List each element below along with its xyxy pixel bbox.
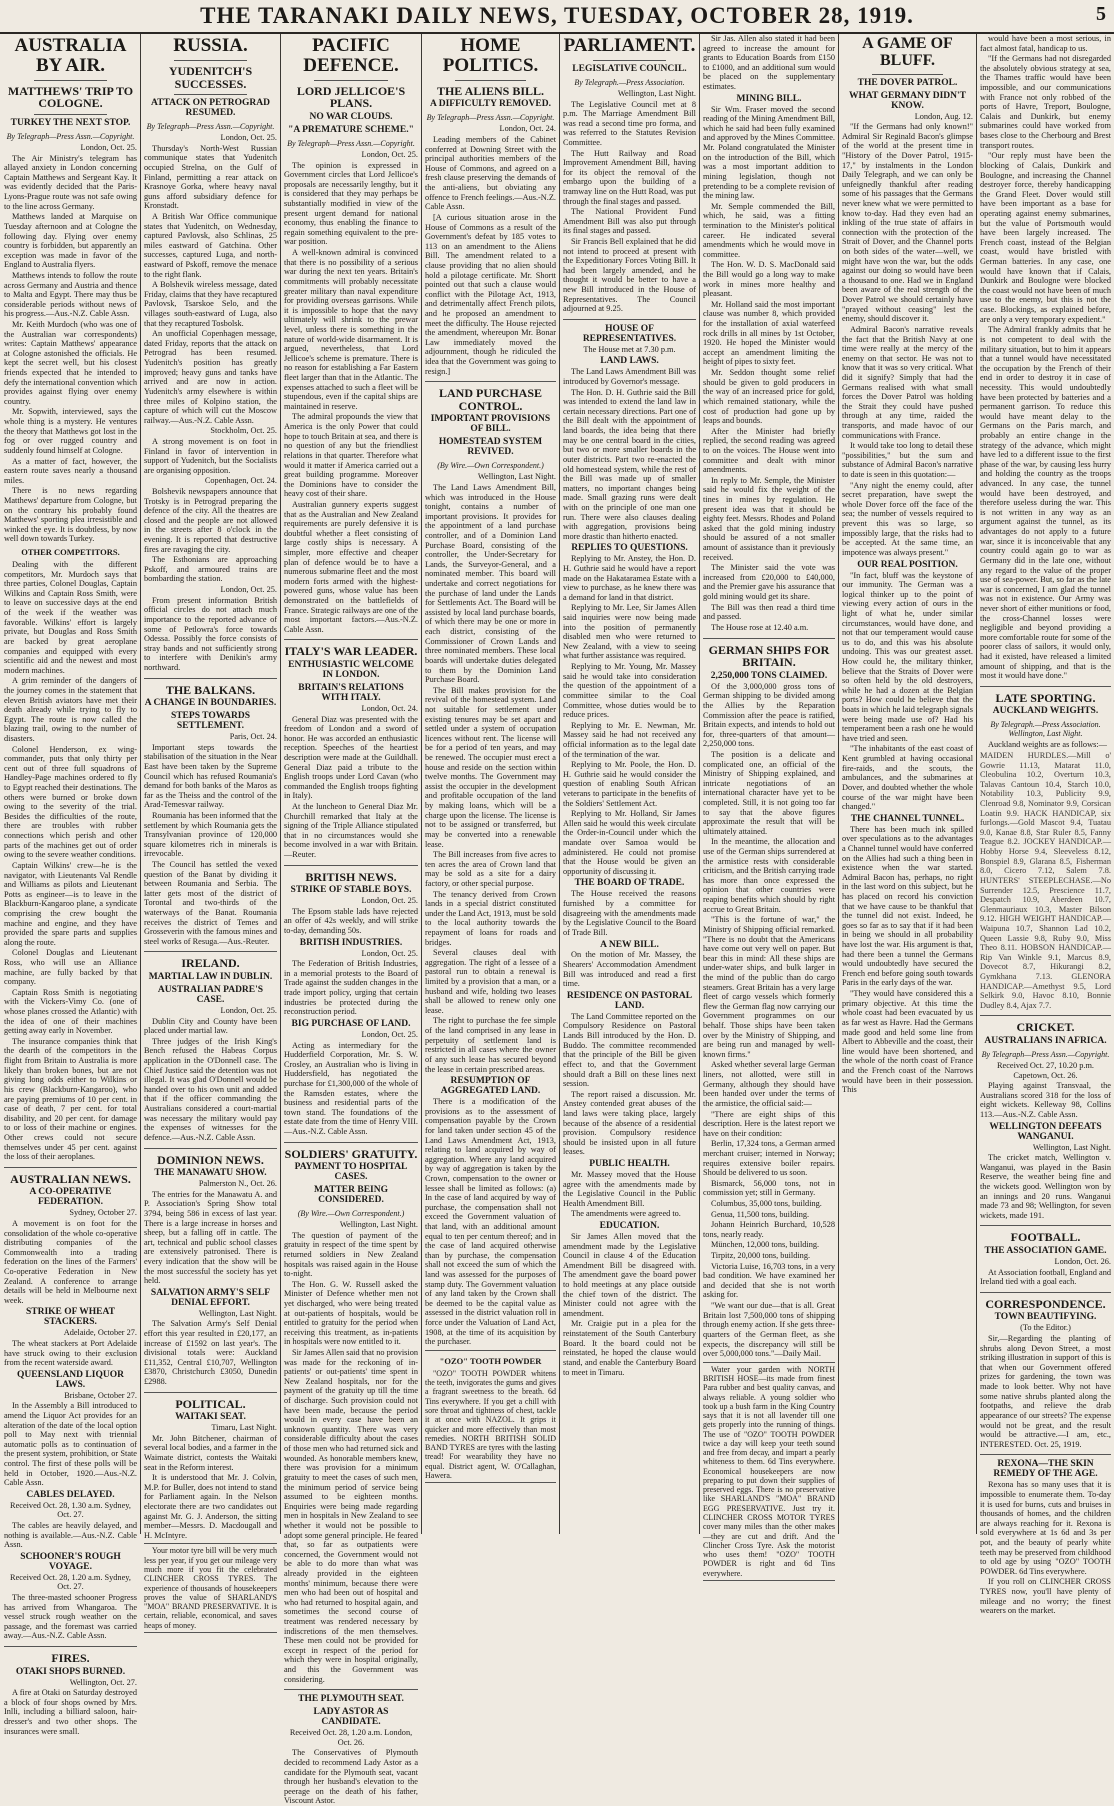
article-paragraph: Bismarck, 56,000 tons, not in commission yet; still in Germany.: [703, 1178, 835, 1198]
article-paragraph: On the motion of Mr. Massey, the Shearers' Accommodation Amendment Bill was introduced and read a first time.: [563, 950, 696, 989]
divider: [425, 381, 556, 382]
article-paragraph: The Air Ministry's telegram has allayed anxiety in London concerning Captain Matthews and Sergeant Kay. It was evidently decided that the Paris-Lyons-Prague route was not safe owing to the line across Germany.: [4, 153, 137, 211]
article-paragraph: In the Assembly a Bill introduced to amend the Liquor Act provides for an alteration of the date of the local option poll to May next with triennial automatic polls as to continuation of the present system, prohibition, or State control. The first of these polls will be held in October, 1920.—Aus.-N.Z. Cable Assn.: [4, 1401, 137, 1488]
dateline: Wellington, Oct. 27.: [69, 1677, 137, 1687]
dateline: London, Oct. 25.: [220, 133, 277, 143]
subheadline: CABLES DELAYED.: [26, 1489, 115, 1500]
dateline: London, Oct. 25.: [220, 585, 277, 595]
article-paragraph: The admiral propounds the view that America is the only Power that could hope to touch Britain at sea, and there is no question of any but the friendliest relations in that quarter. Therefore what would it matter if America carried out a great building programme. Moreover the Dominions have to consider the heavy cost of their share.: [284, 412, 418, 499]
masthead: [0, 0, 1114, 34]
dateline: Wellington, Last Night.: [198, 1308, 277, 1318]
byline: By Telegraph—Press Assn.—Copyright.: [426, 113, 555, 123]
article-paragraph: The position is a delicate and complicated one, an official of the Ministry of Shipping explained, and intricate negotiations of an international character have yet to be completed. Still, it is not going too far to say that the above figures approximate the result that will be ultimately attained.: [703, 749, 835, 836]
subheadline: STRIKE OF STABLE BOYS.: [290, 885, 412, 896]
article-paragraph: Replying to Mr. Young, Mr. Massey said he would take into consideration the question of the appointment of a committee similar to the Coal Committee, whose duties would be to reduce prices.: [563, 662, 696, 720]
subheadline: THE CHANNEL TUNNEL.: [850, 813, 965, 824]
article-paragraph: Mr. Seddon thought some relief should be given to gold producers in the way of an increased price for gold, which remained stationary, while the cost of production had gone up by leaps and bounds.: [703, 368, 835, 426]
divider: [980, 1225, 1111, 1226]
article-paragraph: The Admiral frankly admits that he is not competent to deal with the military situation, but to him it appears that a tunnel would have necessitated the occupation by the French of their end in order to destroy it in case of necessity. This would undoubtedly have been protected by batteries and a permanent garrison. To reduce this would have meant delay to the Germans on the Paris march, and probably an entire change in the strategy of the advance, which might have led to a different issue to the first phase of the war, by causing less hurry and holding the country as the troops advanced. In any case, the tunnel would have been destroyed, and therefore useless during the war. This is not written in any way as an argument against the tunnel, as its advantages do not apply to a future war, since it is inconceivable that any country could again go to war as Germany did in the late one, without any regard to the value of the proper use of sea-power. But, so far as the late war is concerned, I am glad the tunnel was not in existence. Our Army was never short of either munitions or food, the cross-Channel losses were negligible and beyond providing a more comfortable route for some of the poorer class of sailors, it would only, had it existed, have released a limited amount of shipping, and that is the most it would have done.": [980, 325, 1111, 681]
article-paragraph: Matthews landed at Marquise on Tuesday afternoon and at Cologne the following day. Flying over enemy country is forbidden, but apparently an exception was made in favor of the England to Australia flyers.: [4, 212, 137, 270]
article-paragraph: There is a modification of the provisions as to the assessment of compensation payable by the Crown for land taken under section 45 of the Land Laws Amendment Act, 1913, relating to land acquired by way of aggregation. Where any land acquired by way of aggregation is taken by the Crown, compensation to the owner or lessee shall be limited as follows: (a) In the case of land acquired by way of purchase, the compensation shall not exceed the Government valuation of that land, with an additional amount equal to ten per centum thereof; and in the case of land acquired otherwise than by purchase, the compensation shall not exceed the sum of which the land was assessed for the purposes of stamp duty. The Government valuation of any land taken by the Crown shall be deemed to be the capital value as assessed in the district valuation roll in force under the Valuation of Land Act, 1908, at the time of its acquisition by the purchaser.: [425, 1097, 556, 1347]
article-paragraph: As a matter of fact, however, the eastern route saves nearly a thousand miles.: [4, 456, 137, 485]
divider: [284, 639, 418, 640]
subheadline: MARTIAL LAW IN DUBLIN.: [148, 972, 273, 983]
column-rule: [421, 34, 422, 1534]
article-paragraph: Three judges of the Irish King's Bench refused the Habeas Corpus application in the O'Donnell case. The Chief Justice said the detention was not illegal. It was glad O'Donnell would be handed over to his own unit and added that if the officer commanding the Australians considered a court-martial was necessary the military would pay the expenses of witnesses for the defence.—Aus.-N.Z. Cable Assn.: [144, 1036, 277, 1142]
subheadline: OTAKI SHOPS BURNED.: [15, 1666, 126, 1677]
article-paragraph: The Legislative Council met at 8 p.m. The Marriage Amendment Bill was read a second time pro forma, and was referred to the Statutes Revision Committee.: [563, 99, 696, 147]
subheadline: LEGISLATIVE COUNCIL.: [572, 63, 687, 74]
article-paragraph: Auckland weights are as follows:—: [988, 740, 1107, 750]
article-paragraph: "The inhabitants of the east coast of Kent grumbled at having occasional fire-raids, and the scouts, the ambulances, and the submarines at Dover, and doubted whether the whole course of the war might have been changed.": [842, 744, 973, 812]
dateline: Wellington, Last Night.: [477, 472, 556, 482]
article-paragraph: From present information British official circles do not attach much importance to the reported advance of some of Petlowra's force towards Odessa. Possibly the force consists of stray bands and not sufficiently strong to interfere with Denikin's army northward.: [144, 595, 277, 672]
article-paragraph: Genua, 11,500 tons, building.: [711, 1209, 810, 1219]
headline: LATE SPORTING.: [995, 690, 1096, 705]
page-number: 5: [1096, 3, 1106, 25]
article-paragraph: Sir Jas. Allen also stated it had been agreed to increase the amount for grants to Education Boards from £150 to £1000, and an additional sum would be placed on the supplementary estimates.: [703, 34, 835, 92]
article-paragraph: It would take too long to detail these "possibilities," but the sum and substance of Admiral Bacon's narrative to date is seen in this quotation:—: [842, 441, 973, 480]
subheadline: STEPS TOWARDS SETTLEMENT.: [170, 711, 251, 732]
column-3: [284, 34, 418, 1806]
article-paragraph: The question of payment of the gratuity in respect of the time spent by returned soldiers in New Zealand hospitals was raised again in the House to-night.: [284, 1230, 418, 1279]
byline: By Telegraph—Press Assn.—Copyright.: [981, 1050, 1110, 1060]
dateline: London, Oct. 26.: [1054, 1257, 1111, 1267]
section-heading: OTHER COMPETITORS.: [21, 547, 120, 558]
divider: [314, 80, 388, 81]
article-paragraph: The Hon. D. H. Guthrie said the Bill was intended to extend the land law in certain necessary directions. Part one of the Bill dealt with the appointment of land boards, the idea being that there may be one central board in the cities, but two or more smaller boards in the outer districts. Part two re-enacted the old homestead system, while the rest of the Bill was made up of smaller matters, no important changes being made. Small grazing runs were dealt with on the principle of one man one run. There were also clauses dealing with aggregation, provisions being more drastic than hitherto enacted.: [563, 387, 696, 541]
ad-title: "OZO" TOOTH POWDER: [439, 1355, 542, 1366]
article-paragraph: Mr. Massey moved that the House agree with the amendments made by the Legislative Council in the Public Health Amendment Bill.: [563, 1169, 696, 1208]
headline: FIRES.: [51, 1651, 90, 1666]
article-paragraph: The Bill was then read a third time and passed.: [703, 602, 835, 622]
subheadline: SCHOONER'S ROUGH VOYAGE.: [20, 1551, 121, 1572]
article-paragraph: The Hon. G. W. Russell asked the Minister of Defence whether men not yet discharged, who were being treated at out-patients of hospitals, would be entitled to gratuity for the period when receiving this treatment, as in-patients in hospitals were now entitled to it.: [284, 1279, 418, 1347]
article-paragraph: Mr. John Bitchener, chairman of several local bodies, and a farmer in the Waimate district, contests the Waitaki seat in the Reform interest.: [144, 1433, 277, 1472]
article-paragraph: The Hutt Railway and Road Improvement Amendment Bill, having for its object the removal of the embargo upon the building of a tramway line on the Hutt Road, was put through the final stages and passed.: [563, 148, 696, 206]
column-8: [980, 34, 1114, 1616]
subheadline: TOWN BEAUTIFYING.: [994, 1312, 1097, 1323]
subheadline: YUDENITCH'S SUCCESSES.: [168, 63, 253, 91]
article-paragraph: Dublin City and County have been placed under martial law.: [144, 1016, 277, 1036]
byline: By Telegraph—Press Assn.—Copyright.: [287, 139, 415, 148]
dateline: Received Oct. 27, 10.20 p.m. Capetown, Oct. 26.: [996, 1061, 1094, 1080]
subheadline: MINING BILL.: [736, 93, 802, 104]
dateline: Timaru, Last Night.: [211, 1423, 277, 1433]
article-paragraph: Mr. Keith Murdoch (who was one of the Australian war correspondents) writes: Captain Matthews' appearance at Cologne astonished the officials. He kept the secret well, but his closest friends expected that he intended to defy the international convention which provides against flying over enemy country.: [4, 320, 137, 406]
divider: [144, 678, 277, 679]
subheadline: A NEW BILL.: [600, 939, 659, 950]
masthead-title: THE TARANAKI DAILY NEWS, TUESDAY, OCTOBER 28, 1919.: [200, 3, 914, 28]
subheadline: STRIKE OF WHEAT STACKERS.: [25, 1307, 116, 1328]
divider: [980, 686, 1111, 687]
divider: [980, 1015, 1111, 1016]
article-paragraph: The Land Laws Amendment Bill was introduced by Governor's message.: [563, 367, 696, 387]
subheadline: A CHANGE IN BOUNDARIES.: [144, 698, 277, 709]
byline: (By Wire.—Own Correspondent.): [297, 1209, 405, 1219]
dateline: Copenhagen, Oct. 24.: [204, 476, 277, 486]
subheadline: OUR REAL POSITION.: [857, 559, 958, 570]
article-paragraph: The Bill increases from five acres to ten acres the area of Crown land that may be sold as a site for a dairy factory, or other special purpose.: [425, 850, 556, 888]
article-paragraph: In the meantime, the allocation and use of the German ships surrendered at the armistice rests with considerable criticism, and the British carrying trade has more than once expressed the opinion that other countries were reaping benefits which should by right accrue to Great Britain.: [703, 837, 835, 914]
subheadline: IMPORTANT PROVISIONS OF BILL.: [430, 414, 551, 435]
dateline: London, Oct. 25.: [361, 1029, 418, 1039]
article-paragraph: Roumania has been informed that the settlement by which Roumania gets the Transylvanian province of 120,000 square kilometres rich in minerals is irrevocable.: [144, 810, 277, 859]
article-paragraph: The Minister said the vote was increased from £20,000 to £40,000, and the Premier gave his assurance that gold mining would get its share.: [703, 563, 835, 602]
column-1: [4, 34, 137, 1736]
column-2: [144, 34, 277, 1630]
divider: [872, 74, 943, 75]
divider: [284, 1142, 418, 1143]
article-paragraph: Matthews intends to follow the route across Germany and Austria and thence to Malta and Egypt. There may thus be considerable periods without news of his progress.—Aus.-N.Z. Cable Assn.: [4, 270, 137, 319]
dateline: Brisbane, October 27.: [64, 1390, 137, 1400]
dateline: Sydney, October 27.: [69, 1208, 137, 1218]
dateline: Wellington, Last Night.: [617, 88, 696, 98]
headline: POLITICAL.: [175, 1396, 246, 1411]
dateline: London, Oct. 25.: [220, 1005, 277, 1015]
article-paragraph: "If the Germans had not disregarded the absolutely obvious strategy at sea, the Thames traffic would have been impossible, and our communications with France not only robbed of the ports of Havre, Treport, Boulogne, Calais and Dunkirk, but enemy submarines could have worked from bases close to the Cherbourg and Brest transport routes.: [980, 54, 1111, 150]
subheadline: A DIFFICULTY REMOVED.: [430, 99, 551, 110]
article-paragraph: "We want our due—that is all. Great Britain lost 7,500,000 tons of shipping through enemy action. If she gets three-quarters of the German fleet, as she expects, the discrepancy will still be over 5,000,000 tons."—Daily Mail.: [703, 1301, 836, 1359]
subheadline: BIG PURCHASE OF LAND.: [291, 1018, 411, 1029]
article-paragraph: Victoria Luise, 16,703 tons, in a very bad condition. We have examined her and decided that she is not worth asking for.: [703, 1261, 835, 1300]
advertisement: [703, 1362, 835, 1581]
subheadline: REPLIES TO QUESTIONS.: [571, 543, 688, 554]
article-paragraph: The National Provident Fund Amendment Bill was also put through its final stages and passed.: [563, 207, 696, 236]
subheadline: MATTER BEING CONSIDERED.: [314, 1185, 388, 1206]
dateline: London, Oct. 25.: [361, 948, 418, 958]
article-paragraph: The Salvation Army's Self Denial effort this year resulted in £20,177, an increase of £1592 on last year's. The divisional totals were: Auckland £11,352, Central £10,707, Wellington £3870, Christchurch £3050, Dunedin £2988.: [144, 1319, 277, 1386]
headline: BRITISH NEWS.: [305, 869, 397, 884]
article-paragraph: A Bolshevik wireless message, dated Friday, claims that they have recaptured Pavlovsk, Tsarskoe Selo, and the villages south-eastward of Luga, also that they recaptured Tosbolsk.: [144, 280, 277, 328]
dateline: (To the Editor.): [1020, 1323, 1071, 1333]
article-paragraph: Replying to Mr. Holland, Sir James Allen said he would this week circulate the Order-in-Council under which the mandate over Samoa would be administered. He could not promise that the House would be given an opportunity of discussing it.: [563, 809, 696, 876]
subheadline: THE BOARD OF TRADE.: [574, 878, 685, 889]
dateline: London, Oct. 24.: [361, 703, 418, 713]
subheadline: PAYMENT TO HOSPITAL CASES.: [294, 1162, 408, 1183]
headline: DOMINION NEWS.: [157, 1152, 264, 1167]
article-paragraph: Playing against Transvaal, the Australians scored 318 for the loss of eight wickets. Kelleway 98, Collins 113.—Aus.-N.Z. Cable Assn.: [980, 1081, 1111, 1120]
article-paragraph: An unofficial Copenhagen message, dated Friday, reports that the attack on Petrograd has been resumed. Yudenitch's position has greatly improved; heavy guns and tanks have arrived and are now in action. Yudenitch's army elsewhere is within three miles of Kolpino station, the capture of which will cut the Moscow railway.—Aus.-N.Z. Cable Assn.: [144, 329, 277, 425]
article-paragraph: The tenancy derived from Crown lands in a special district constituted under the Land Act, 1913, must be sold to the local authority towards the repayment of loans for roads and bridges.: [425, 889, 556, 947]
subheadline: LADY ASTOR AS CANDIDATE.: [313, 1707, 389, 1728]
article-paragraph: "They would have considered this a primary objective. At this time the whole coast had been evacuated by us as far west as Havre. Had the Germans made good and held some line from Albert to Abbeville and the coast, their line would have been shortened, and the whole of the north coast of France and the French coast of the Narrows would have been in their possession. This: [842, 989, 973, 1095]
article-paragraph: A fire at Otaki on Saturday destroyed a block of four shops owned by Mrs. Inlli, including a billiard saloon, hair-dresser's and two other shops. The insurances were small.: [4, 1688, 137, 1736]
article-paragraph: A movement is on foot for the consolidation of the whole co-operative distributing companies of the Commonwealth into a trading federation on the lines of the Farmers' Co-operative Federation in New Zealand. A conference to arrange details will be held in Melbourne next week.: [4, 1218, 137, 1305]
article-paragraph: Australian gunnery experts suggest that as the Australian and New Zealand requirements are purely defensive it is doubtful whether a fleet consisting of large costly ships is necessary. A simpler, more effective and cheaper plan of defence would be to have a numerous submarine fleet and the most modern forts armed with the highest-powered guns, whose value has been demonstrated on the battlefields of France. Strategic railways are one of the most important factors.—Aus.-N.Z. Cable Assn.: [284, 499, 418, 634]
article-paragraph: The Conservatives of Plymouth decided to recommend Lady Astor as a candidate for the Plymouth seat, vacant through her husband's elevation to the peerage on the death of his father, Viscount Astor.: [284, 1748, 418, 1806]
article-paragraph: Important steps towards the stabilisation of the situation in the Near East have been taken by the Supreme Council which has refused Roumania's demand for both banks of the Maros as far as the Theiss and the control of the Arad-Temesvar railway.: [144, 742, 277, 810]
article-paragraph: The Esthonians are approaching Pskoff, and armoured trains are bombarding the station.: [144, 555, 277, 584]
subheadline: THE DOVER PATROL.: [857, 77, 958, 88]
divider: [174, 60, 247, 61]
subheadline: SALVATION ARMY'S SELF DENIAL EFFORT.: [150, 1287, 271, 1308]
article-paragraph: would have been a most serious, in fact almost fatal, handicap to us.: [980, 34, 1111, 53]
article-paragraph: Sir James Allen said that no provision was made for the reckoning of in-patients' or out-patients' time spent in New Zealand hospitals, nor for the payment of the gratuity up till the time of discharge. Such provision could not have been made, because the period would in every case have been an unknown quantity. There was very considerable difficulty about the cases of those men who had returned sick and wounded. As honorable members knew, there was provision for a minimum gratuity to meet the cases of such men, the minimum period of service being assumed to be eighteen months. Enquiries were being made regarding men in hospitals in New Zealand to see whether it would not be possible to adopt some general principle. He feared that, so far as outpatients were concerned, the Government would not be able to do more than what was already provided in the eighteen months' minimum, because there were men who had been out of hospital and who had returned to hospital again, and sometimes the second course of treatment was rendered necessary by indiscretions of the men themselves. These men could not be provided for except in respect of the period for which they were in hospital originally, and this the Government was considering.: [284, 1347, 418, 1684]
headline: HOME POLITICS.: [442, 35, 539, 76]
article-paragraph: The Land Committee reported on the Compulsory Residence on Pastoral Lands Bill introduced by the Hon. D. Buddo. The committee recommended that the principle of the Bill be given effect to, and that the Government should draft a Bill on these lines next session.: [563, 1011, 696, 1089]
subheadline: AUSTRALIANS IN AFRICA.: [984, 1036, 1107, 1047]
dateline: London, Oct. 25.: [361, 896, 418, 906]
article-paragraph: The Federation of British Industries, in a memorial protests to the Board of Trade against the sudden changes in the trade import policy, urging that certain industries be protected during the reconstruction period.: [284, 959, 418, 1017]
subheadline: "A PREMATURE SCHEME.": [288, 125, 414, 136]
article-paragraph: Thursday's North-West Russian communique states that Yudenitch occupied Strelna, on the Gulf of Finland, permitting a rear attack on Krasnoye Gorka, where heavy naval guns afford subsidiary defence for Kronstadt.: [144, 143, 277, 211]
headline: PACIFIC DEFENCE.: [303, 35, 399, 76]
column-4: [425, 34, 556, 1534]
divider: [563, 319, 696, 320]
column-rule: [976, 34, 977, 1534]
divider: [593, 60, 666, 61]
article-paragraph: The House received the reasons furnished by a committee for disagreeing with the amendments made by the Legislative Council to the Board of Trade Bill.: [563, 889, 696, 937]
article-paragraph: The cables are heavily delayed, and nothing is available.—Aus.-N.Z. Cable Assn.: [4, 1521, 137, 1550]
article-paragraph: Colonel Douglas and Lieutenant Ross, who will use an Alliance machine, are fully backed by that company.: [4, 948, 137, 987]
subheadline: ENTHUSIASTIC WELCOME IN LONDON.: [288, 660, 414, 681]
article-paragraph: Bolshevik newspapers announce that Trotsky is in Petrograd preparing the defence of the city. All the theatres are closed and the people are not allowed in the streets after 8 o'clock in the evening. It is reported that destructive fires are ravaging the city.: [144, 487, 277, 554]
advertisement: [144, 1543, 277, 1632]
headline: AUSTRALIA BY AIR.: [14, 35, 127, 76]
subheadline: LAND LAWS.: [600, 356, 659, 367]
dateline: Stockholm, Oct. 25.: [210, 426, 277, 436]
column-rule: [699, 34, 700, 1534]
article-paragraph: Rexona has so many uses that it is impossible to enumerate them. To-day it is used for burns, cuts and bruises in thousands of homes, and the children are always reaching for it. Rexona is sold everywhere at 1s 6d and 3s per pot, and the beauty of pearly white teeth may be preserved from childhood to old age by using "OZO" TOOTH POWDER. 6d Tins everywhere.: [980, 1480, 1111, 1576]
article-paragraph: A British War Office communique states that Yudenitch, on Wednesday, captured Pavlovsk, also Schlinas, 25 miles eastward of Gatchina. Other successes, captured Luga, and north-eastward of Pskoff, remove the menace to the right flank.: [144, 211, 277, 279]
article-paragraph: If you roll on CLINCHER CROSS TYRES now, you'll have plenty of mileage and no worry; the finest wearers on the market.: [980, 1577, 1111, 1616]
dateline: Palmerston N., Oct. 26.: [198, 1179, 277, 1189]
dateline: London, Oct. 25.: [80, 143, 137, 153]
byline: By Telegraph—Press Assn.—Copyright.: [6, 132, 135, 142]
subheadline: TURKEY THE NEXT STOP.: [10, 118, 131, 129]
dateline: London, Oct. 25.: [361, 150, 418, 159]
subheadline: A CO-OPERATIVE FEDERATION.: [29, 1187, 112, 1208]
column-rule: [280, 34, 281, 1534]
article-paragraph: Replying to Mr. Anstey, the Hon. D. H. Guthrie said he would have a report made on the Hakataramea Estate with a view to purchase, as he knew there was a demand for land in that district.: [563, 554, 696, 602]
byline: By Telegraph—Press Assn.—Copyright.: [146, 122, 275, 132]
divider: [284, 865, 418, 866]
article-paragraph: "Our reply must have been the blocking of Calais, Dunkirk and Boulogne, and increasing the Channel destroyer force, thereby handicapping the Grand Fleet. Dover would still have been important as a base for operating against enemy submarines, but the value of Portsmouth would have been largely increased. The French coast, instead of the Belgian coast, would have bristled with German batteries. In any case, one would have known that if Calais, Dunkirk and Boulogne were blocked the coast would not have been of much use to the enemy, but this is not the case. Blockings, as explained before, are only a very temporary expedient.": [980, 151, 1111, 324]
column-6: [703, 34, 836, 1578]
article-paragraph: The Land Laws Amendment Bill, which was introduced in the House tonight, contains a number of important provisions. It provides for the appointment of a land purchase controller, and of a Dominion Land Purchase Board, consisting of the controller, the Under-Secretary for Lands, the Surveyor-General, and a nominated member. This board will undertake and correct negotiations for the purchase of land under the Lands for Settlements Act. The Board will be assisted by local land purchase boards, of which there may be one or more in each district, consisting of the Commissioner of Crown Lands and three nominated members. These local boards will undertake duties delegated to them by the Dominion Land Purchase Board.: [425, 482, 556, 685]
subheadline: QUEENSLAND LIQUOR LAWS.: [17, 1369, 124, 1390]
headline: SOLDIERS' GRATUITY.: [284, 1146, 418, 1161]
byline: By Telegraph.—Press Association. Wellington, Last Night.: [990, 720, 1101, 739]
article-paragraph: The Bill makes provision for the revival of the homestead system. Land not suitable for settlement under existing tenures may be set apart and settled under a system of occupation licences without rent. The license will be for a period of ten years, and may be renewed. The occupier must erect a house and reside on the section within twelve months. The Government may assist the occupier in the development and profitable occupation of the land by making loans, which will be a charge upon the license. The license is not to be assigned or transferred, but may be converted into a renewable lease.: [425, 685, 556, 849]
article-paragraph: Replying to Mr. E. Newman, Mr. Massey said he had not received any official information as to the legal date of the termination of the war.: [563, 720, 696, 759]
divider: [144, 1392, 277, 1393]
divider: [34, 80, 107, 81]
article-paragraph: The insurance companies think that the dearth of the competitors in the flight from Britain to Australia is more likely than broken bones, but are not giving long odds either to Wilkins or his crew (Blackburn-Kangaroo), who are paying premiums of 10 per cent. in case of death, 7 per cent. for total disability, and 20 per cent. for damage to or loss of their machine or engines. Other crews could not secure themselves under 45 per cent. against the loss of their aeroplanes.: [4, 1036, 137, 1162]
divider: [284, 1689, 418, 1690]
headline: GERMAN SHIPS FOR BRITAIN.: [708, 642, 830, 670]
subheadline: THE MANAWATU SHOW.: [154, 1168, 267, 1179]
subheadline: LORD JELLICOE'S PLANS.: [296, 83, 406, 111]
subheadline: BRITISH INDUSTRIES.: [299, 937, 403, 948]
article-paragraph: Several clauses deal with aggregation. The right of a lessee of a pastoral run to obtain a renewal is limited by a provision that a man, or a husband and wife, holding two leases shall be allowed to renew only one lease.: [425, 948, 556, 1015]
article-paragraph: The House rose at 12.40 a.m.: [711, 622, 809, 632]
dateline: Received Oct. 28, 1.20 a.m. Sydney, Oct. 27.: [10, 1572, 131, 1592]
divider: [980, 1292, 1111, 1293]
article-paragraph: The opinion is expressed in Government circles that Lord Jellicoe's proposals are necessarily lengthy, but it is considered that they may perhaps be substantially modified in view of the present urgent demand for national economy, thus enabling the finance to regain something equivalent to the pre-war position.: [284, 160, 418, 247]
divider: [455, 80, 526, 81]
column-rule: [559, 34, 560, 1534]
byline: By Telegraph.—Press Association.: [574, 77, 685, 87]
article-paragraph: The right to purchase the fee simple of the land comprised in any lease in perpetuity of settlement land is restricted in all cases where the owner of any such lease has secured beyond the lease in certain prescribed areas.: [425, 1016, 556, 1074]
article-paragraph: The wheat stackers at Port Adelaide have struck owing to their exclusion from the recent waterside award.: [4, 1338, 137, 1368]
article-paragraph: Replying to Mr. Lee, Sir James Allen said inquiries were now being made into the position of permanently disabled men who were returned to New Zealand, with a view to seeing what further assistance was required.: [563, 603, 696, 661]
column-7: [842, 34, 973, 1534]
article-paragraph: "This is the fortune of war," the Ministry of Shipping official remarked. "There is no doubt that the Americans have come out very well on paper. But bear this in mind: All these ships are under-water ships, and bulk larger in the mind of the public than do cargo steamers. Great Britain has a very large fleet of cargo vessels which formerly flew the German flag now carrying our Government programmes on our behalf. Those ships have been taken over by the Ministry of Shipping, and are being run and managed by well-known firms.": [703, 915, 835, 1059]
article-paragraph: A well-known admiral is convinced that there is no possibility of a serious war during the next ten years. Britain's commitments will probably necessitate greater military than naval expenditure for providing overseas garrisons. While it is impossible to hope that the navy ultimately will shrink to the prewar level, unless there is something in the nature of world-wide disarmament. It is argued, nevertheless, that Lord Jellicoe's scheme is premature. There is no reason for establishing a Far Eastern fleet larger than that in the Atlantic. The expenses attached to such a fleet will be stupendous, even if the capital ships are maintained in reserve.: [284, 248, 418, 411]
article-paragraph: Dealing with the different competitors, Mr. Murdoch says that three parties, Colonel Douglas, Captain Wilkins and Captain Ross Smith, were to leave on successive days at the end of the week if the weather was favorable. Wilkins' effort is largely private, but Douglas and Ross Smith are backed by great aeroplane companies and equipped with every scientific aid and the newest and most modern machines.: [4, 560, 137, 675]
article-paragraph: A grim reminder of the dangers of the journey comes in the statement that eleven British aviators have met their death already while trying to fly to Egypt. The route is now called the blazing trail, owing to the number of disasters.: [4, 676, 137, 743]
article-paragraph: Captain Ross Smith is negotiating with the Vickers-Vimy Co. (one of whose planes crossed the Atlantic) with the idea of one of their machines getting away early in November.: [4, 987, 137, 1036]
divider: [144, 951, 277, 952]
headline: CORRESPONDENCE.: [985, 1296, 1106, 1311]
subheadline: 2,250,000 TONS CLAIMED.: [710, 670, 828, 681]
article-paragraph: The three-masted schooner Progress has arrived from Whangaroa. The vessel struck rough weather on the passage, and the foremast was carried away.—Aus.-N.Z. Cable Assn.: [4, 1593, 137, 1641]
article-paragraph: The amendments were agreed to.: [571, 1209, 681, 1219]
article-paragraph: It is understood that Mr. J. Colvin, M.P. for Buller, does not intend to stand for Parliament again. In the Nelson electorate there are two candidates out against Mr. G. J. Anderson, the sitting member—Messrs. D. Macdougall and H. McIntyre.: [144, 1473, 277, 1540]
article-paragraph: General Diaz was presented with the freedom of London and a sword of honor. He was accorded an enthusiastic reception. Speeches of the heartiest description were made at the Guildhall. General Diaz paid a tribute to the English troops under Lord Cavan (who commanded the English troops fighting in Italy).: [284, 714, 418, 801]
article-paragraph: A strong movement is on foot in Finland in favor of intervention in support of Yudenitch, but the Socialists are organising opposition.: [144, 436, 277, 475]
subheadline: WHAT GERMANY DIDN'T KNOW.: [849, 90, 966, 111]
divider: [4, 1167, 137, 1168]
article-paragraph: The Hon. W. D. S. MacDonald said the Bill would go a long way to make work in mines more healthy and pleasant.: [703, 260, 835, 299]
subheadline: REXONA—THE SKIN REMEDY OF THE AGE.: [993, 1459, 1098, 1480]
headline: CRICKET.: [1016, 1020, 1075, 1035]
dateline: Received Oct. 28, 1.20 a.m. London, Oct. 26.: [289, 1728, 413, 1747]
article-paragraph: "Any night the enemy could, after secret preparation, have swept the whole Dover force off the face of the sea; the number of vessels required to prevent this was so large, so impossibly large, that the risks had to be accepted. At the same time, an impotence was always present.": [842, 480, 973, 557]
article-paragraph: Sir Francis Bell explained that he did not intend to proceed at present with the Expeditionary Forces Voting Bill. It had been largely amended, and he thought it would be better to have a new Bill introduced in the House of Representatives. The Council adjourned at 9.25.: [563, 237, 696, 314]
article-paragraph: Mr. Holland said the most important clause was number 8, which provided for the installation of axial waterfeed rock drills in all mines by 1st October, 1920. He hoped the Minister would accept an amendment limiting the height of pipes to sixty feet.: [703, 299, 835, 367]
article-paragraph: Berlin, 17,324 tons, a German armed merchant cruiser; interned in Norway; requires extensive boiler repairs. Should be delivered to us soon.: [703, 1139, 835, 1178]
article-paragraph: Colonel Henderson, ex wing-commander, puts that only thirty per cent out of three full squadrons of Handley-Page machines ordered to fly to Egypt reached their destinations. The others were burned or broke down owing to the severity of the trial. Besides the difficulties of the route, there are troubles with rubber connections which perish and other parts of the machines get out of order owing to the severe weather conditions.: [4, 744, 137, 860]
subheadline: RESUMPTION OF AGGREGATED LAND.: [440, 1076, 541, 1097]
article-paragraph: The entries for the Manawatu A. and P. Association's Spring Show total 3794, being 586 in excess of last year. There is a large increase in horses and sheep, but a falling off in cattle. The art, technical and public school classes are extensively patronised. There is every indication that the show will be the most successful the society has yet held.: [144, 1189, 277, 1286]
article-paragraph: [A curious situation arose in the House of Commons as a result of the Government's defeat by 185 votes to 113 on an amendment to the Aliens Bill. The amendment related to a clause providing that no alien should hold a pilotage certificate. Mr. Shortt pointed out that such a clause would conflict with the Pilotage Act, 1913, and detrimentally affect French pilots, and he proposed an amendment to meet the difficulty. The House rejected the amendment, whereupon Mr. Bonar Law immediately moved the adjournment, though he ridiculed the idea that the Government was going to resign.]: [425, 212, 556, 376]
subheadline: NO WAR CLOUDS.: [309, 112, 393, 123]
article-paragraph: Asked whether several large German liners, not allotted, were still in Germany, although they should have been handed over under the terms of the armistice, the official said:—: [703, 1060, 835, 1108]
article-paragraph: After the Minister had briefly replied, the second reading was agreed to on the voices. The House went into committee and dealt with minor amendments.: [703, 426, 835, 475]
byline: (By Wire.—Own Correspondent.): [437, 461, 544, 471]
dateline: Wellington, Last Night.: [339, 1220, 418, 1230]
divider: [174, 94, 247, 95]
headline: THE BALKANS.: [165, 682, 256, 697]
subheadline: AUSTRALIAN PADRE'S CASE.: [157, 985, 264, 1006]
subheadline: ATTACK ON PETROGRAD RESUMED.: [151, 98, 270, 119]
article-paragraph: Acting as intermediary for the Hudderfield Corporation, Mr. S. W. Crosley, an Australian who is living in Huddersfield, has negotiated the purchase for £1,300,000 of the whole of the Ramsden estates, where the business and residential parts of the town stand. The foundations of the estate date from the time of Henry VIII.—Aus.-N.Z. Cable Assn.: [284, 1040, 418, 1136]
subheadline: THE ASSOCIATION GAME.: [984, 1246, 1107, 1257]
divider: [703, 638, 835, 639]
subheadline: EDUCATION.: [599, 1221, 660, 1231]
article-paragraph: Mr. Semple commended the Bill, which, he said, was a fitting termination to the Minister's political career. He indicated several amendments which he would move in committee.: [703, 201, 835, 259]
subheadline: HOUSE OF REPRESENTATIVES.: [582, 323, 677, 344]
article-paragraph: Admiral Bacon's narrative reveals the fact that the British Navy at one time were really at the mercy of the enemy on that sector. He was not to know that it was so very critical. What did it signify? Simply that had the Germans realised with what small forces the Dover Patrol was holding the Strait they could have pushed through at any time, raided the transports, and made havoc of our communications with France.: [842, 324, 973, 440]
subheadline: AUCKLAND WEIGHTS.: [992, 706, 1099, 717]
dateline: London, Aug. 12.: [914, 111, 973, 121]
article-paragraph: There has been much ink spilled over speculations as to the advantages a Channel tunnel would have conferred on the Allies had such a thing been in existence when the war started. Admiral Bacon has, perhaps, no right in the last word on this subject, but he has placed on record his conviction that we have cause to be thankful that the tunnel did not exist. Indeed, he goes so far as to say that if it had been in being we should in all probability have lost the war. His argument is that, had there been a tunnel the Germans would undoubtedly have secured the French end before going south towards Paris in the early days of the war.: [842, 824, 973, 988]
divider: [144, 1148, 277, 1149]
dateline: Received Oct. 28, 1.30 a.m. Sydney, Oct. 27.: [10, 1500, 131, 1520]
headline: LAND PURCHASE CONTROL.: [438, 386, 542, 413]
article-paragraph: There is no news regarding Matthews' departure from Cologne, but on the contrary his probably found Matthews' sporting plea irresistible and winked the eye. It is doubtless, by now well down towards Turkey.: [4, 486, 137, 544]
article-paragraph: Sir,—Regarding the planting of shrubs along Devon Street, a most striking illustration in support of this is that when our Government offered prizes for gardening, the town was made to look better. Why not have some native shrubs planted along the footpaths, and relieve the drab appearance of our streets? The expense would not be great, and the result would be attractive.—I am, etc., INTERESTED. Oct. 25, 1919.: [980, 1334, 1111, 1449]
column-rule: [140, 34, 141, 1534]
headline: RUSSIA.: [173, 35, 248, 56]
ad-text: "OZO" TOOTH POWDER whitens the teeth, invigorates the gums and gives a fragrant sweetness to the breath. 6d Tins everywhere. If you get a chill with sore throat and tightness of chest, tackle it at once with NAZOL. It grips it quicker and more effectively than most remedies. NORTH BRITISH SOLID BAND TYRES are tyres with the lasting tread! For wearability they have no equal. District agent, W. O'Callaghan, Hawera.: [425, 1368, 556, 1480]
article-paragraph: "If the Germans had only known!" Admiral Sir Reginald Bacon's glimpse of the world at the present time in "History of the Dover Patrol, 1915-17," by instalments in the London Daily Telegraph, and we can only be unfeignedly thankful after reading some of his passages that the Germans never knew what we were permitted to know to-day. Had they even had an inkling of the true state of affairs in connection with the protection of the Strait of Dover, and the Channel ports on both sides of the water—well, we might have won the war, but the odds against our doing so would have been a thousand to one. Had we in England been aware of the real strength of the Dover Patrol we should certainly have "prayed without ceasing" lest the enemy, should discover it.: [842, 122, 973, 324]
article-paragraph: "In fact, bluff was the keystone of our immunity. The German was a logical thinker up to the point of viewing every action of ours in the light of what he, under similar circumstances, would have done, and not that our temperament would cause us to do, and this was his absolute undoing. This was our greatest asset. How could he, the military thinker, believe that the Straits of Dover were so often held by the old destroyers, while he had a dozen at the Belgian ports? How could he believe that the boats in which he laid telegraph signals were being made use of? Had his temperament been a rash one he would have tried and seen.: [842, 570, 973, 743]
article-paragraph: Captain Wilkins' crew—he is the navigator, with Lieutenants Val Rendle and Williams as pilots and Lieutenant Potts as engineer—is to leave in the Blackburn-Kangaroo plane, a syndicate comprising the crew bought the machine and engine, and they have provided the spare parts and supplies along the route.: [4, 860, 137, 947]
column-5: [563, 34, 696, 1534]
article-paragraph: Johann Heinrich Burchard, 10,528 tons, nearly ready.: [703, 1220, 835, 1239]
subheadline: THE ALIENS BILL.: [436, 83, 545, 98]
subheadline: MATTHEWS' TRIP TO COLOGNE.: [7, 83, 134, 111]
article-paragraph: "There are eight ships of this description. Here is the latest report we have on their condition:: [703, 1109, 835, 1138]
dateline: Paris, Oct. 24.: [229, 732, 277, 742]
ad-text: Water your garden with NORTH BRITISH HOSE—its made from finest Para rubber and best quality canvas, and always reliable. A young soldier who took up a bush farm in the King Country says that it is not all lavender till one gets properly into the running of things. The use of "OZO" TOOTH POWDER twice a day will keep your teeth sound and free from decay, and impart a pearly whiteness to them. 6d Tins everywhere. Economical housekeepers are now preparing to put down their supplies of preserved eggs. There is no preservative like SHARLAND'S "MOA" BRAND EGG PRESERVATIVE. Just try it. CLINCHER CROSS MOTOR TYRES cover many miles than the other makes—they are cut and drift. And the Clincher Cross Tyre. Ask the motorist who uses them! "OZO" TOOTH POWDER is right and 6d Tins everywhere.: [703, 1364, 835, 1578]
headline: A GAME OF BLUFF.: [862, 35, 953, 69]
dateline: Wellington, Last Night.: [1032, 1142, 1111, 1152]
article-paragraph: Replying to Mr. Poole, the Hon. D. H. Guthrie said he would consider the question of enabling South African veterans to participate in the benefits of the Soldiers' Settlement Act.: [563, 760, 696, 808]
ad-text: Your motor tyre bill will be very much less per year, if you get our mileage very much more if you fit the celebrated CLINCHER CROSS TYRES. The experience of thousands of housekeepers proves the value of SHARLAND'S "MOA" BRAND PRESERVATIVE. It is certain, reliable, economical, and saves heaps of money.: [144, 1546, 277, 1630]
subheadline: WELLINGTON DEFEATS WANGANUI.: [989, 1121, 1102, 1142]
article-paragraph: Leading members of the Cabinet conferred at Downing Street with the principal authorities members of the House of Commons, and agreed on a fresh clause preserving the demands of the anti-aliens, but obviating any offence to French feelings.—Aus.-N.Z. Cable Assn.: [425, 135, 556, 212]
article-paragraph: In reply to Mr. Semple, the Minister said he would fix the weight of the tines in mines by regulation. He present idea was that it should be eighty feet. Messrs. Rhodes and Poland asked that the gold mining industry should be assured of a not smaller amount of assistance than it previously received.: [703, 475, 835, 562]
subheadline: THE PLYMOUTH SEAT.: [298, 1694, 404, 1705]
article-paragraph: Tirpitz, 20,000 tons, building.: [711, 1251, 811, 1261]
article-paragraph: At the luncheon to General Diaz Mr. Churchill remarked that Italy at the signing of the Triple Alliance stipulated that in no circumstances would she become involved in a war with Britain.—Reuter.: [284, 802, 418, 860]
article-paragraph: Mr. Craigie put in a plea for the reinstatement of the South Canterbury Board. It the board could not be reinstated, he hoped the clause would stand, and enable the Canterbury Board to meet in Timaru.: [563, 1319, 696, 1377]
article-paragraph: The cricket match, Wellington v. Wanganui, was played in the Basin Reserve, the weather being fine and the wickets good. Wellington won by an innings and 20 runs. Wanganui made 73 and 98; Wellington, for seven wickets, made 191.: [980, 1153, 1111, 1220]
dateline: London, Oct. 24.: [499, 124, 556, 134]
article-paragraph: Columbus, 35,000 tons, building.: [711, 1198, 822, 1208]
article-paragraph: The Council has settled the vexed question of the Banat by dividing it between Roumania and Serbia. The latter gets most of the district of Torontal and two-thirds of the waterways of the Banat. Roumania receives the district of Temes and Grosseverin with the famous mines and steel works of Resuga.—Aus.-Reuter.: [144, 860, 277, 946]
subheadline: WAITAKI SEAT.: [175, 1412, 246, 1423]
subheadline: RESIDENCE ON PASTORAL LAND.: [566, 990, 693, 1011]
article-paragraph: The report raised a discussion. Mr. Anstey contended great abuses of the land laws were taking place, largely because of the absence of a residential provision. Compulsory residence should be insisted upon in all future leases.: [563, 1089, 696, 1157]
subheadline: PUBLIC HEALTH.: [589, 1158, 670, 1169]
race-weights: MAIDEN HURDLES.—Mill o' Gowrie 11.13, Matarat 11.0, Cleobulina 10.2, Overturn 10.3, Talavas Cantoun 10.4, Starch 10.0, Notability 10.3, Publicity 9.9, Clenroad 9.8, Nominator 9.9, Corsican Loatin 9.9. HACK HANDICAP, six furlongs.—Gold Mascot 9.4, Tuatau 9.0, Kanae 8.8, Star Ruler 8.5, Fanny Teague 8.2. JOCKEY HANDICAP.—Hobby Horse 9.4, Sleeveless 8.12, Bonspiel 8.9, Glarana 8.5, Fisherman 8.0, Cicero 7.12, Salem 7.8. HUNTERS' STEEPLECHASE.—No Surrender 12.5, Prescience 11.7, Despatch 10.9, Aberdeen 10.7, Glenmauriaux 10.3, Master Bilson 9.12. HIGH WEIGHT HANDICAP.—Waipuna 10.7, Shannon Lad 10.2, Queen Lassie 9.8, Ruby 9.0, Miss Theo 8.11. HOBSON HANDICAP.—Rip Van Winkle 9.1, Marcus 8.9, Dovecot 8.7, Hikurangi 8.2, Gymkhana 7.13. GLENORA HANDICAP.—Amethyst 9.5, Lord Selkirk 9.0, Havoc 8.10, Bonnie Dudley 8.4, Ajax 7.7.: [980, 751, 1114, 1010]
headline: ITALY'S WAR LEADER.: [284, 644, 418, 659]
subheadline: HOMESTEAD SYSTEM REVIVED.: [438, 437, 543, 458]
article-paragraph: Sir James Allen moved that the amendment made by the Legislative Council in clause 4 of the Education Amendment Bill be disagreed with. The amendment gave the board power to hold meetings at any place outside the chief town of the district. The Minister could not agree with the amendment.: [563, 1231, 696, 1318]
headline: FOOTBALL.: [1010, 1230, 1081, 1245]
headline: IRELAND.: [181, 956, 240, 971]
article-paragraph: At Association football, England and Ireland tied with a goal each.: [980, 1267, 1111, 1287]
article-paragraph: München, 12,000 tons, building.: [711, 1240, 820, 1250]
divider: [34, 114, 107, 115]
dateline: Adelaide, October 27.: [63, 1328, 137, 1338]
headline: AUSTRALIAN NEWS.: [10, 1171, 131, 1186]
subheadline: BRITAIN'S RELATIONS WITH ITALY.: [298, 683, 404, 703]
article-paragraph: Of the 3,000,000 gross tons of German shipping to be divided among the Allies by the Reparation Commission after the peace is ratified, Britain expects, and intends to hold out for, three-quarters of that amount—2,250,000 tons.: [703, 681, 835, 749]
advertisement: [425, 1350, 556, 1483]
divider: [980, 1454, 1111, 1455]
dateline: The House met at 7.30 p.m.: [583, 344, 676, 354]
article-paragraph: Mr. Sopwith, interviewed, says the whole thing is a mystery. He ventures the theory that Matthews got lost in the fog or over rugged country and suddenly found himself at Cologne.: [4, 407, 137, 455]
article-paragraph: Sir Wm. Fraser moved the second reading of the Mining Amendment Bill, which he said had been fully examined and approved by the Mines Committee. Mr. Poland congratulated the Minister on the introduction of the Bill, which was a most important addition to mining legislation, though not pretending to be a complete revision of the mining law.: [703, 104, 835, 201]
article-paragraph: The Epsom stable lads have rejected an offer of 42s weekly, and will strike to-day, demanding 50s.: [284, 906, 418, 936]
column-rule: [838, 34, 839, 1534]
headline: PARLIAMENT.: [563, 35, 696, 56]
divider: [4, 1646, 137, 1647]
